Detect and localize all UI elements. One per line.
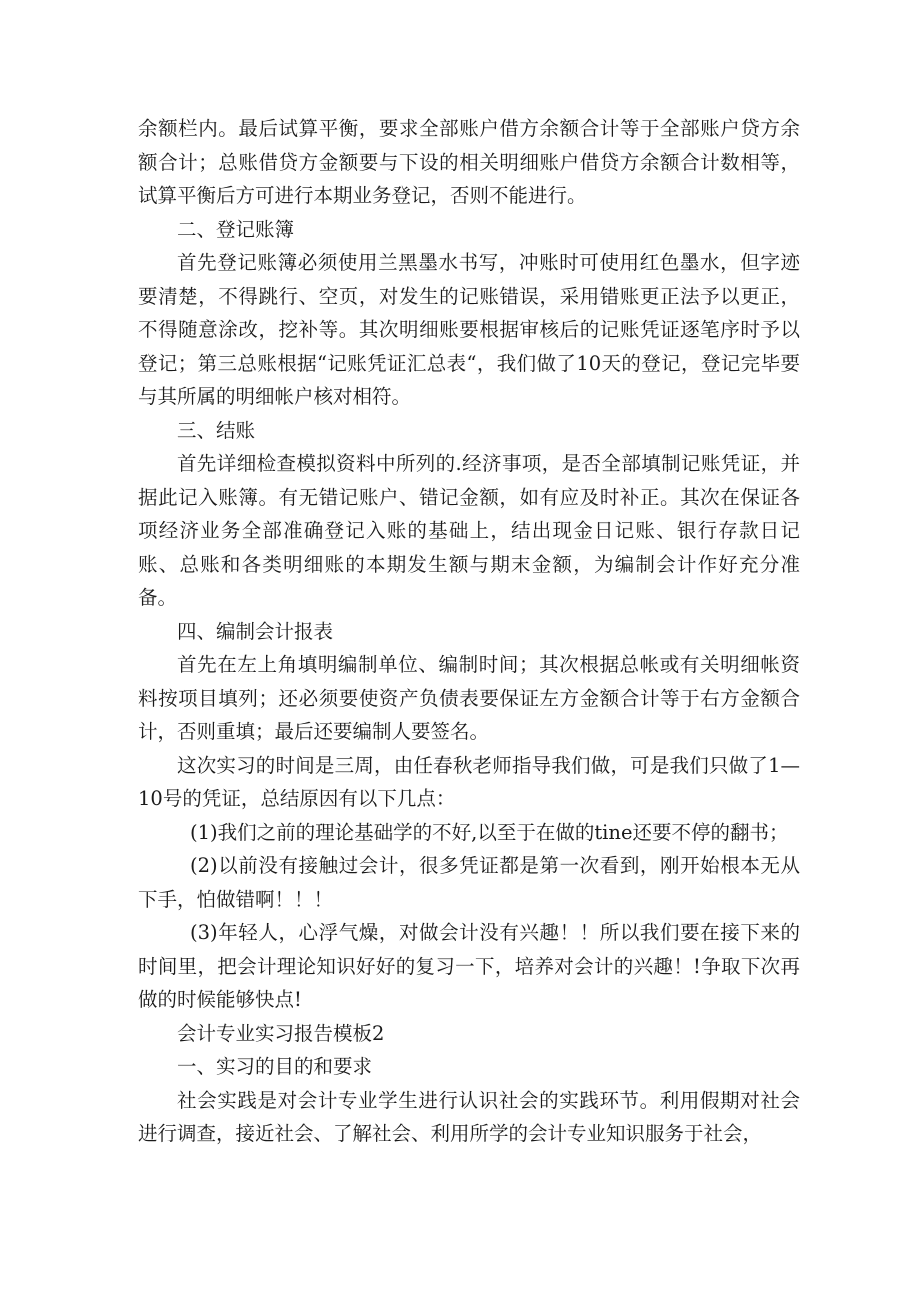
section-heading-reports: 四、编制会计报表 [177,619,334,643]
section-heading-purpose: 一、实习的目的和要求 [177,1055,373,1078]
paragraph-continued: 余额栏内。最后试算平衡，要求全部账户借方余额合计等于全部账户贷方余额合计；总账借贷方金额要与下设的相关明细账户借贷方余额合计数相等，试算平衡后方可进行本期业务登记，否则不能进行。 [138,117,800,207]
paragraph-summary: 这次实习的时间是三周，由任春秋老师指导我们做，可是我们只做了1—10号的凭证，总结原因有以下几点： [138,753,800,810]
list-item-reason-1: (1)我们之前的理论基础学的不好,以至于在做的tine还要不停的翻书； [190,820,789,844]
paragraph-ledger: 首先登记账簿必须使用兰黑墨水书写，冲账时可使用红色墨水，但字迹要清楚，不得跳行、空页，对发生的记账错误，采用错账更正法予以更正，不得随意涂改，挖补等。其次明细账要根据审核后的记账凭证逐笔序时予以登记；第三总账根据“记账凭证汇总表“，我们做了10天的登记，登记完毕要与其所属的明细帐户核对相符。 [138,251,800,408]
list-item-reason-3: (3)年轻人，心浮气燥，对做会计没有兴趣！！所以我们要在接下来的时间里，把会计理论知识好好的复习一下，培养对会计的兴趣！!争取下次再做的时候能够快点! [138,921,800,1011]
paragraph-closing: 首先详细检查模拟资料中所列的.经济事项，是否全部填制记账凭证，并据此记入账簿。有无错记账户、错记金额，如有应及时补正。其次在保证各项经济业务全部准确登记入账的基础上，结出现金日记账、银行存款日记账、总账和各类明细账的本期发生额与期末金额，为编制会计作好充分准备。 [138,452,800,609]
section-heading-ledger: 二、登记账簿 [177,217,295,241]
paragraph-purpose: 社会实践是对会计专业学生进行认识社会的实践环节。利用假期对社会进行调查，接近社会、了解社会、利用所学的会计专业知识服务于社会， [138,1088,800,1145]
document-body [138,112,800,1151]
section-heading-closing: 三、结账 [177,418,256,442]
report-template-title: 会计专业实习报告模板2 [177,1021,385,1045]
list-item-reason-2: (2)以前没有接触过会计，很多凭证都是第一次看到，刚开始根本无从下手，怕做错啊！！！ [138,854,800,911]
paragraph-reports: 首先在左上角填明编制单位、编制时间；其次根据总帐或有关明细帐资料按项目填列；还必须要使资产负债表要保证左方金额合计等于右方金额合计，否则重填；最后还要编制人要签名。 [138,653,800,743]
